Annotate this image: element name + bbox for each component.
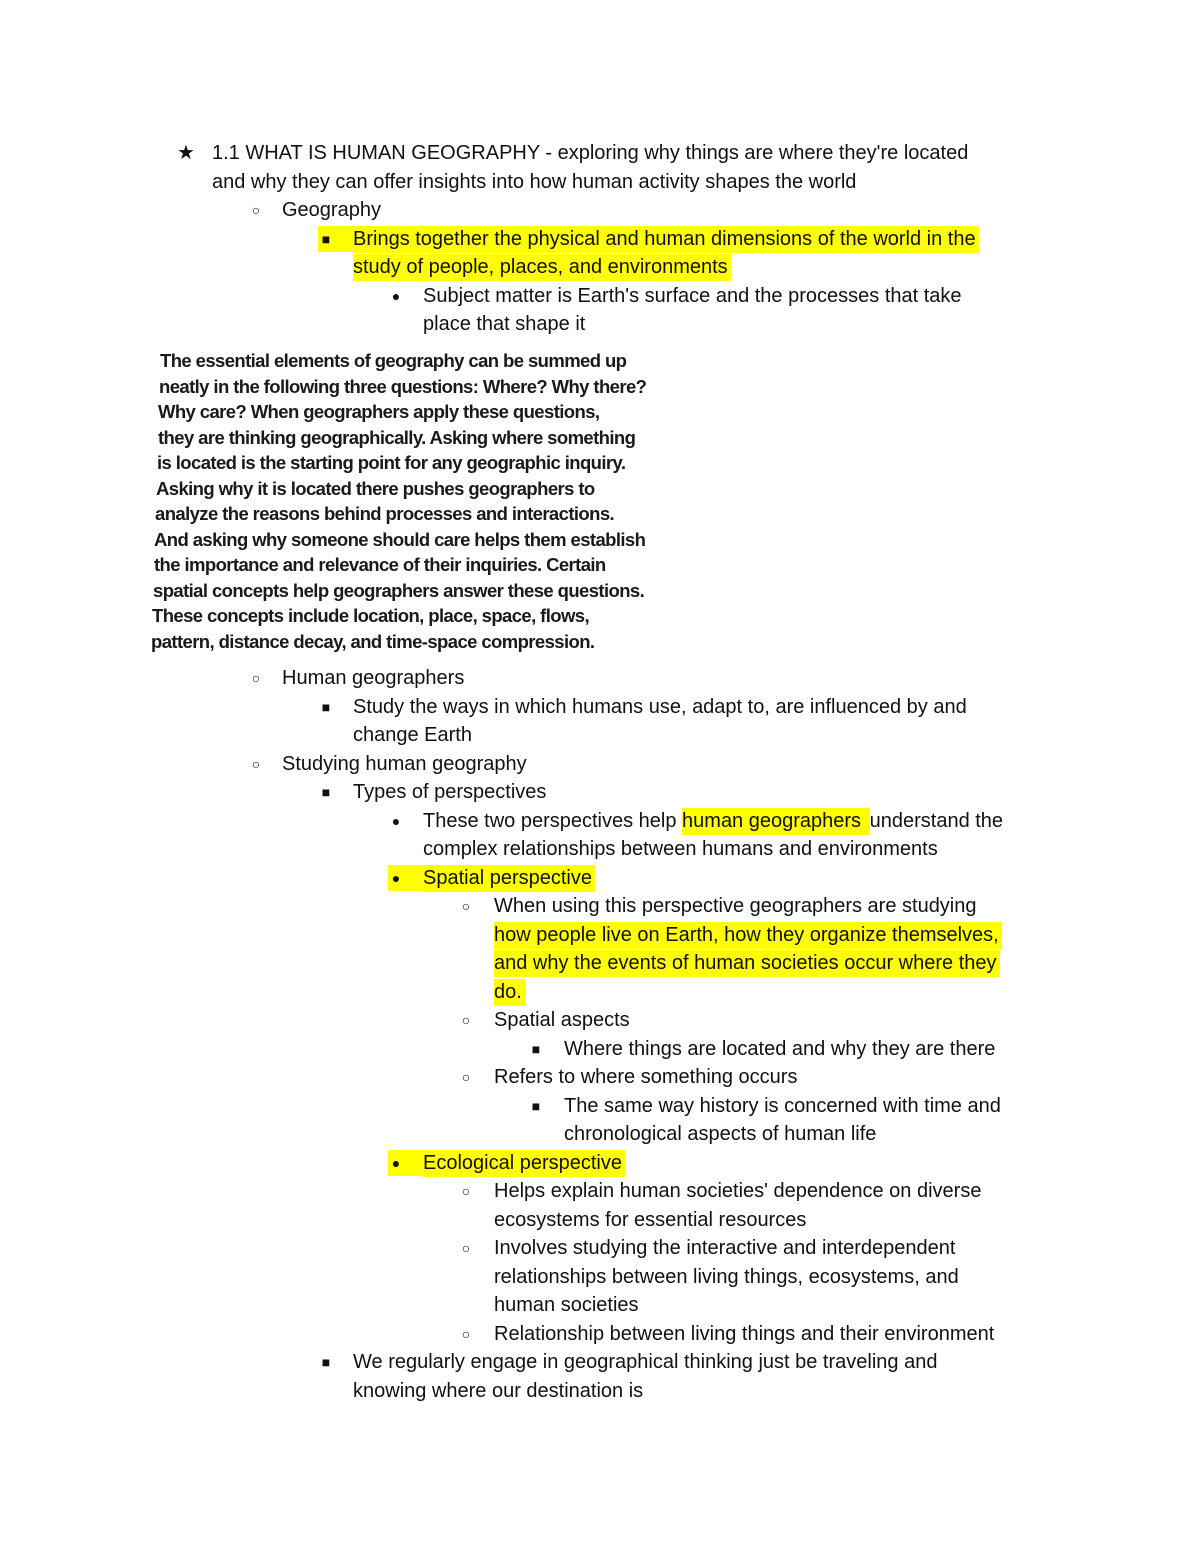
list-item-line <box>0 1348 1200 1377</box>
list-item <box>0 1063 1200 1092</box>
list-item-line <box>0 721 1200 750</box>
highlighted-text: how people live on Earth, how they organize themselves, <box>494 922 1002 949</box>
list-item <box>0 196 1200 225</box>
list-item <box>0 892 1200 1006</box>
text: The same way history is concerned with time and <box>564 1094 1001 1117</box>
text: ecosystems for essential resources <box>494 1208 807 1231</box>
list-item <box>0 864 1200 893</box>
list-item <box>0 664 1200 693</box>
star-bullet-icon: ★ <box>177 142 195 164</box>
list-item-line <box>0 693 1200 722</box>
list-item <box>0 1234 1200 1320</box>
hollow-circle-bullet-icon: ○ <box>461 1240 471 1256</box>
list-item-line <box>0 1035 1200 1064</box>
hollow-circle-bullet-icon: ○ <box>461 898 471 914</box>
text: Where things are located and why they are there <box>564 1037 996 1060</box>
excerpt-line: spatial concepts help geographers answer these questions. <box>153 579 645 601</box>
list-item-line <box>0 310 1200 339</box>
highlighted-text: Ecological perspective <box>423 1150 625 1177</box>
text: Helps explain human societies' dependence on diverse <box>494 1180 982 1202</box>
text: knowing where our destination is <box>353 1379 644 1402</box>
list-item-line <box>0 253 1200 282</box>
text: Refers to where something occurs <box>494 1066 798 1088</box>
outline-section-top <box>0 139 1200 339</box>
excerpt-line: is located is the starting point for any geographic inquiry. <box>157 452 626 473</box>
list-item-line <box>0 835 1200 864</box>
text: Involves studying the interactive and interdependent <box>494 1237 956 1259</box>
text: We regularly engage in geographical thinking just be traveling and <box>353 1351 938 1373</box>
highlighted-text: and why the events of human societies occur where they <box>494 950 1000 977</box>
textbook-excerpt-image <box>150 348 660 654</box>
text: When using this perspective geographers are studying <box>494 895 977 917</box>
excerpt-line: they are thinking geographically. Asking where something <box>158 426 636 448</box>
square-bullet-icon: ■ <box>531 1097 541 1114</box>
excerpt-line: pattern, distance decay, and time-space compression. <box>151 630 595 652</box>
list-item-line <box>0 1234 1200 1263</box>
list-item-line <box>0 1149 1200 1178</box>
excerpt-line: The essential elements of geography can be summed up <box>160 350 627 371</box>
list-item <box>0 139 1200 196</box>
highlighted-text: Brings together the physical and human dimensions of the world in the <box>353 226 979 253</box>
square-bullet-icon: ■ <box>531 1040 541 1057</box>
text: Spatial aspects <box>494 1009 630 1031</box>
list-item-line <box>0 168 1200 197</box>
list-item-line <box>0 807 1200 836</box>
list-item <box>0 750 1200 779</box>
list-item-line <box>0 225 1200 254</box>
filled-circle-bullet-icon: ● <box>391 287 401 304</box>
text: relationships between living things, ecosystems, and <box>494 1265 959 1288</box>
text: Subject matter is Earth's surface and the processes that take <box>423 284 962 307</box>
text: Study the ways in which humans use, adapt to, are influenced by and <box>353 695 967 718</box>
list-item-line <box>0 282 1200 311</box>
text: chronological aspects of human life <box>564 1123 877 1145</box>
list-item-line <box>0 778 1200 807</box>
highlighted-text: do. <box>494 979 525 1006</box>
text: Relationship between living things and their environment <box>494 1322 995 1345</box>
excerpt-line: And asking why someone should care helps them establish <box>154 528 646 550</box>
list-item-line <box>0 1291 1200 1320</box>
list-item-line <box>0 139 1200 168</box>
excerpt-line: Why care? When geographers apply these questions, <box>158 401 600 422</box>
text: These two perspectives help <box>423 809 683 832</box>
highlighted-text: Spatial perspective <box>423 865 595 892</box>
square-bullet-icon: ■ <box>321 1354 331 1370</box>
text: place that shape it <box>423 313 586 335</box>
text: 1.1 WHAT IS HUMAN GEOGRAPHY - exploring why things are where they're located <box>212 142 969 164</box>
list-item-line <box>0 750 1200 779</box>
text: Types of perspectives <box>353 781 547 803</box>
filled-circle-bullet-icon: ● <box>391 1154 401 1171</box>
list-item-line <box>0 1177 1200 1206</box>
list-item-line <box>0 664 1200 693</box>
hollow-circle-bullet-icon: ○ <box>461 1012 471 1028</box>
hollow-circle-bullet-icon: ○ <box>251 202 261 218</box>
excerpt-line: analyze the reasons behind processes and interactions. <box>155 503 615 524</box>
filled-circle-bullet-icon: ● <box>391 812 401 829</box>
text: complex relationships between humans and environments <box>423 838 938 860</box>
excerpt-line: the importance and relevance of their inquiries. Certain <box>154 554 606 575</box>
highlighted-text: study of people, places, and environments <box>353 254 731 281</box>
list-item <box>0 1320 1200 1349</box>
list-item <box>0 1035 1200 1064</box>
list-item <box>0 1092 1200 1149</box>
list-item-line <box>0 949 1200 978</box>
square-bullet-icon: ■ <box>321 230 331 247</box>
list-item <box>0 807 1200 864</box>
list-item-line <box>0 864 1200 893</box>
list-item-line <box>0 1063 1200 1092</box>
list-item-line <box>0 978 1200 1007</box>
list-item-line <box>0 1377 1200 1406</box>
list-item <box>0 1006 1200 1035</box>
list-item <box>0 1348 1200 1405</box>
list-item-line <box>0 1120 1200 1149</box>
text: Human geographers <box>282 667 465 689</box>
list-item <box>0 225 1200 282</box>
list-item-line <box>0 921 1200 950</box>
list-item-line <box>0 196 1200 225</box>
hollow-circle-bullet-icon: ○ <box>251 670 261 686</box>
list-item-line <box>0 1320 1200 1349</box>
square-bullet-icon: ■ <box>321 784 331 800</box>
list-item <box>0 778 1200 807</box>
list-item <box>0 1177 1200 1234</box>
hollow-circle-bullet-icon: ○ <box>461 1325 471 1342</box>
list-item <box>0 1149 1200 1178</box>
hollow-circle-bullet-icon: ○ <box>251 755 261 772</box>
list-item <box>0 282 1200 339</box>
excerpt-line: neatly in the following three questions: Where? Why there? <box>159 375 647 397</box>
text: understand the <box>869 809 1004 832</box>
filled-circle-bullet-icon: ● <box>391 869 401 886</box>
square-bullet-icon: ■ <box>321 698 331 715</box>
hollow-circle-bullet-icon: ○ <box>461 1069 471 1085</box>
outline-section-bottom <box>0 664 1200 1405</box>
list-item-line <box>0 1092 1200 1121</box>
text: and why they can offer insights into how human activity shapes the world <box>212 170 857 193</box>
list-item-line <box>0 1263 1200 1292</box>
text: change Earth <box>353 724 472 746</box>
excerpt-line: Asking why it is located there pushes geographers to <box>156 477 595 499</box>
list-item-line <box>0 1206 1200 1235</box>
text: Geography <box>282 199 381 221</box>
highlighted-text: human geographers <box>682 808 870 835</box>
hollow-circle-bullet-icon: ○ <box>461 1183 471 1199</box>
text: human societies <box>494 1294 639 1316</box>
list-item-line <box>0 1006 1200 1035</box>
list-item <box>0 693 1200 750</box>
text: Studying human geography <box>282 752 527 775</box>
list-item-line <box>0 892 1200 921</box>
excerpt-line: These concepts include location, place, space, flows, <box>152 605 590 626</box>
